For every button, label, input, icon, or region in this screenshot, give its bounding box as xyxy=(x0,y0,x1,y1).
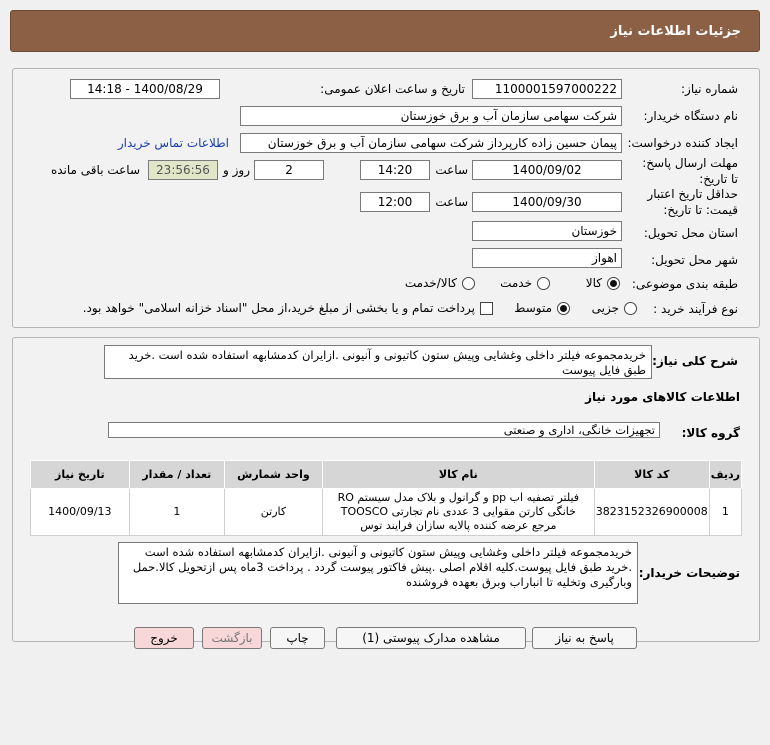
deadline-label: مهلت ارسال پاسخ: تا تاریخ: xyxy=(642,156,738,186)
cell-name: فیلتر تصفیه اب pp و گرانول و بلاک مدل سیستم RO خانگی کارتن مقوایی 3 عددی نام تجارتی TOOSCO مرجع عرضه کننده پالایه سازان فرایند توس xyxy=(322,489,594,536)
buyer-notes-label: توضیحات خریدار: xyxy=(638,566,740,580)
process-option-minor[interactable]: جزیی xyxy=(592,301,637,315)
reply-button[interactable]: پاسخ به نیاز xyxy=(532,627,637,649)
page-title: جزئیات اطلاعات نیاز xyxy=(610,23,741,39)
back-button[interactable]: بازگشت xyxy=(202,627,262,649)
col-unit-header: واحد شمارش xyxy=(225,461,323,489)
description-text: خریدمجموعه فیلتر داخلی وغشایی وپیش ستون کاتیونی و آنیونی .ازایران کدمشابهه استفاده شده است .خرید طبق فایل پیوست xyxy=(104,345,652,379)
table-header-row xyxy=(31,461,742,489)
goods-group-label: گروه کالا: xyxy=(681,426,740,440)
cell-unit: کارتن xyxy=(225,489,323,536)
validity-label: حداقل تاریخ اعتبار قیمت: تا تاریخ: xyxy=(647,187,738,217)
category-option-goods-service[interactable]: کالا/خدمت xyxy=(405,276,475,290)
province-label: استان محل تحویل: xyxy=(643,226,738,240)
checkbox-icon[interactable] xyxy=(480,302,493,315)
category-option-service[interactable]: خدمت xyxy=(500,276,550,290)
deadline-time-field: 14:20 xyxy=(360,160,430,180)
radio-icon[interactable] xyxy=(624,302,637,315)
goods-section-title: اطلاعات کالاهای مورد نیاز xyxy=(585,390,740,404)
treasury-checkbox-row[interactable]: پرداخت تمام و یا بخشی از مبلغ خرید،از محل "اسناد خزانه اسلامی" خواهد بود. xyxy=(83,301,493,315)
radio-selected-icon[interactable] xyxy=(557,302,570,315)
goods-group-field: تجهیزات خانگی، اداری و صنعتی xyxy=(108,422,660,438)
category-label: طبقه بندی موضوعی: xyxy=(631,277,738,291)
buyer-org-label: نام دستگاه خریدار: xyxy=(643,109,738,123)
validity-date-field: 1400/09/30 xyxy=(472,192,622,212)
attachments-button[interactable]: مشاهده مدارک پیوستی (1) xyxy=(336,627,526,649)
days-label: روز و xyxy=(223,163,250,177)
description-label: شرح کلی نیاز: xyxy=(652,354,738,368)
requester-field: پیمان حسین زاده کارپرداز شرکت سهامی سازمان آب و برق خوزستان xyxy=(240,133,622,153)
cell-date: 1400/09/13 xyxy=(31,489,130,536)
cell-row: 1 xyxy=(709,489,741,536)
col-name-header: نام کالا xyxy=(322,461,594,489)
process-label: نوع فرآیند خرید : xyxy=(653,302,738,316)
cell-code: 3823152326900008 xyxy=(594,489,709,536)
city-field: اهواز xyxy=(472,248,622,268)
col-row-header: ردیف xyxy=(709,461,741,489)
col-qty-header: تعداد / مقدار xyxy=(129,461,224,489)
exit-button[interactable]: خروج xyxy=(134,627,194,649)
process-option-medium[interactable]: متوسط xyxy=(514,301,570,315)
radio-icon[interactable] xyxy=(462,277,475,290)
buyer-contact-link[interactable]: اطلاعات تماس خریدار xyxy=(117,136,229,150)
col-code-header: کد کالا xyxy=(594,461,709,489)
buyer-notes-text: خریدمجموعه فیلتر داخلی وغشایی وپیش ستون کاتیونی و آنیونی .ازایران کدمشابهه استفاده شده است .خرید طبق فایل پیوست.کلیه اقلام اصلی .پیش فاکتور پیوست گردد . پرداخت 3ماه پس ازتحویل کالا.حمل وبارگیری وتخلیه تا انباراب وبرق بعهده فروشنده xyxy=(118,542,638,604)
page-header xyxy=(10,10,760,52)
remaining-label: ساعت باقی مانده xyxy=(50,163,140,177)
announce-label: تاریخ و ساعت اعلان عمومی: xyxy=(320,82,465,96)
days-field: 2 xyxy=(254,160,324,180)
col-date-header: تاریخ نیاز xyxy=(31,461,130,489)
deadline-date-field: 1400/09/02 xyxy=(472,160,622,180)
validity-time-field: 12:00 xyxy=(360,192,430,212)
need-number-label: شماره نیاز: xyxy=(681,82,738,96)
announce-field: 1400/08/29 - 14:18 xyxy=(70,79,220,99)
remaining-time-field: 23:56:56 xyxy=(148,160,218,180)
validity-time-label: ساعت xyxy=(435,195,468,209)
requester-label: ایجاد کننده درخواست: xyxy=(627,136,738,150)
print-button[interactable]: چاپ xyxy=(270,627,325,649)
deadline-time-label: ساعت xyxy=(435,163,468,177)
cell-qty: 1 xyxy=(129,489,224,536)
goods-table xyxy=(30,460,742,536)
category-option-goods[interactable]: کالا xyxy=(586,276,620,290)
buyer-org-field: شرکت سهامی سازمان آب و برق خوزستان xyxy=(240,106,622,126)
province-field: خوزستان xyxy=(472,221,622,241)
need-number-field: 1100001597000222 xyxy=(472,79,622,99)
table-row xyxy=(31,489,742,536)
radio-icon[interactable] xyxy=(537,277,550,290)
city-label: شهر محل تحویل: xyxy=(651,253,738,267)
radio-selected-icon[interactable] xyxy=(607,277,620,290)
